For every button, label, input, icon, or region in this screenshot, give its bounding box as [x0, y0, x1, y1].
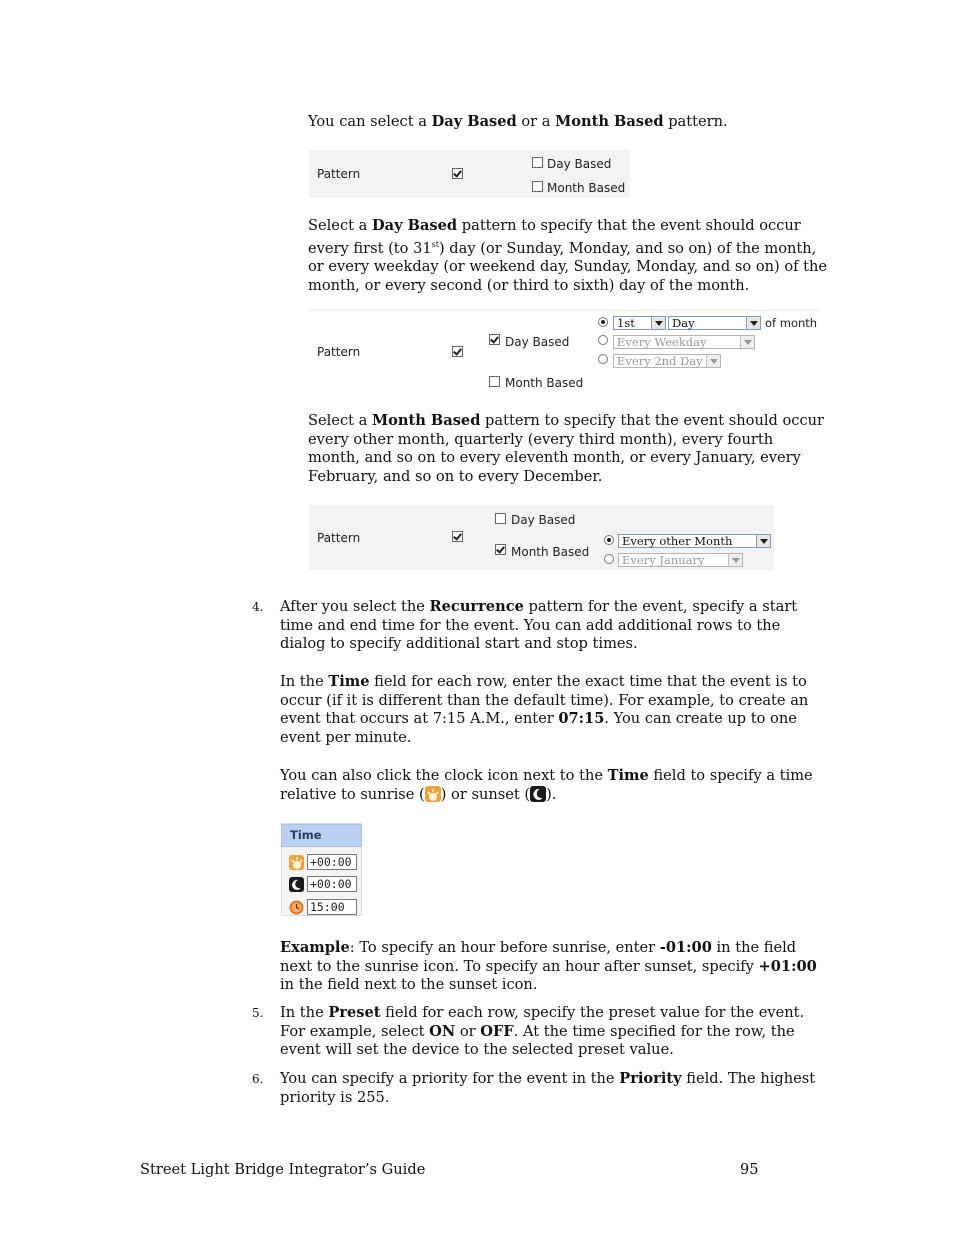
sunset-icon[interactable] [289, 877, 304, 892]
of-month-label: of month [765, 316, 818, 330]
page-number: 95 [740, 1161, 759, 1178]
sunrise-icon[interactable] [289, 855, 304, 870]
sunrise-icon [425, 786, 441, 802]
chevron-down-icon [728, 554, 742, 566]
month-based-label: Month Based [505, 376, 584, 390]
clock-icon-paragraph: You can also click the clock icon next to the Time field to specify a time relative to sunrise ( ) or sunset ( ). [280, 767, 813, 803]
step-number: 4. [252, 600, 264, 614]
day-based-label: Day Based [505, 335, 570, 349]
pattern-label: Pattern [317, 531, 361, 545]
day-based-label: Day Based [547, 157, 612, 171]
pattern-checkbox[interactable] [452, 531, 463, 542]
chevron-down-icon [651, 317, 665, 329]
every-january-radio[interactable] [604, 554, 614, 564]
step-6-paragraph: You can specify a priority for the event in the Priority field. The highest priority is 255. [280, 1070, 816, 1106]
month-based-label: Month Based [511, 545, 590, 559]
month-based-checkbox[interactable] [489, 376, 500, 387]
time-input[interactable]: 15:00 [307, 899, 357, 915]
pattern-label: Pattern [317, 167, 361, 181]
month-based-paragraph: Select a Month Based pattern to specify that the event should occur every other month, quarterly (every third month), every fourth month, and so on to every eleventh month, or every January, every February, and so on to every December. [308, 412, 825, 486]
sunrise-offset-input[interactable]: +00:00 [307, 854, 357, 870]
sunset-offset-input[interactable]: +00:00 [307, 876, 357, 892]
month-based-checkbox[interactable] [532, 181, 543, 192]
day-based-checkbox[interactable] [532, 157, 543, 168]
example-paragraph: Example: To specify an hour before sunrise, enter -01:00 in the field next to the sunrise icon. To specify an hour after sunset, specify +01:00 in the field next to the sunset icon. [280, 939, 817, 994]
day-based-checkbox[interactable] [489, 334, 500, 345]
step-number: 5. [252, 1006, 264, 1020]
month-based-label: Month Based [547, 181, 626, 195]
every-january-select[interactable]: Every January [618, 553, 743, 567]
day-based-checkbox[interactable] [495, 513, 506, 524]
pattern-checkbox[interactable] [452, 346, 463, 357]
chevron-down-icon [706, 355, 720, 367]
pattern-label: Pattern [317, 345, 361, 359]
time-field-paragraph: In the Time field for each row, enter the exact time that the event is to occur (if it is different than the default time). For example, to create an event that occurs at 7:15 A.M., enter 07:15. You can create up to one event per minute. [280, 673, 809, 747]
chevron-down-icon [746, 317, 760, 329]
pattern-checkbox[interactable] [452, 168, 463, 179]
every-nth-day-radio[interactable] [598, 354, 608, 364]
step-number: 6. [252, 1072, 264, 1086]
every-other-month-radio[interactable] [604, 535, 614, 545]
footer-title: Street Light Bridge Integrator’s Guide [140, 1161, 426, 1178]
sunset-icon [530, 786, 546, 802]
day-based-label: Day Based [511, 513, 576, 527]
intro-paragraph: You can select a Day Based or a Month Based pattern. [308, 113, 728, 130]
chevron-down-icon [740, 336, 754, 348]
every-weekday-select[interactable]: Every Weekday [613, 335, 755, 349]
month-based-checkbox[interactable] [495, 544, 506, 555]
time-column-header: Time [281, 824, 362, 847]
ordinal-select[interactable]: 1st [613, 316, 666, 330]
chevron-down-icon [756, 535, 770, 547]
ordinal-day-radio[interactable] [598, 317, 608, 327]
day-unit-select[interactable]: Day [668, 316, 761, 330]
step-5-paragraph: In the Preset field for each row, specify the preset value for the event. For example, select ON or OFF. At the time specified for the row, the event will set the device to the selected preset value. [280, 1004, 805, 1059]
every-nth-day-select[interactable]: Every 2nd Day [613, 354, 721, 368]
day-based-paragraph: Select a Day Based pattern to specify that the event should occur every first (to 31st) day (or Sunday, Monday, and so on) of the month, or every weekday (or weekend day, Sunday, Monday, and so on) of the month, or every second (or third to sixth) day of the month. [308, 217, 828, 294]
every-weekday-radio[interactable] [598, 335, 608, 345]
clock-icon[interactable] [289, 900, 304, 915]
every-other-month-select[interactable]: Every other Month [618, 534, 771, 548]
step-4-paragraph: After you select the Recurrence pattern for the event, specify a start time and end time for the event. You can add additional rows to the dialog to specify additional start and stop times. [280, 598, 798, 653]
